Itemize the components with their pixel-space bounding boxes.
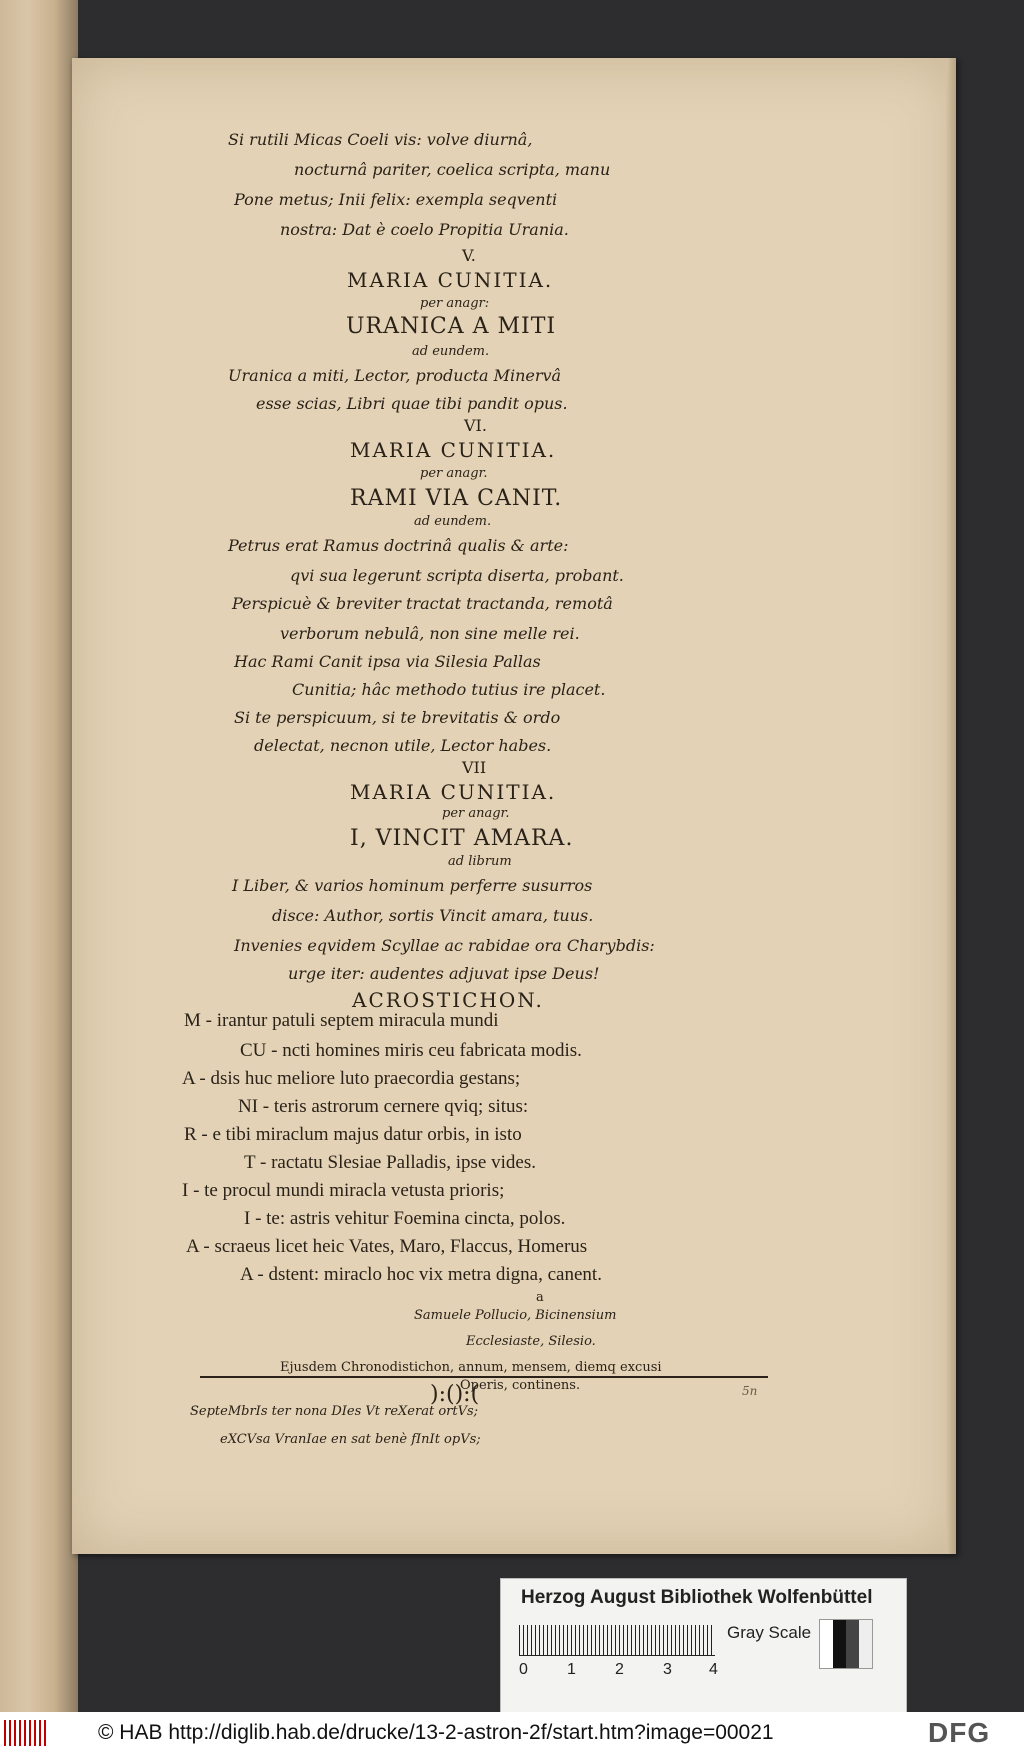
text-line: I - te procul mundi miracla vetusta prioris; <box>182 1180 505 1201</box>
text-line: Hac Rami Canit ipsa via Silesia Pallas <box>234 652 541 671</box>
text-line: nostra: Dat è coelo Propitia Urania. <box>280 220 569 239</box>
text-line: MARIA CUNITIA. <box>350 438 557 462</box>
text-line: per anagr. <box>442 806 510 821</box>
footer-bar <box>0 1712 1024 1753</box>
ornament: ):():( <box>430 1382 480 1407</box>
text-line: M - irantur patuli septem miracula mundi <box>184 1010 499 1031</box>
text-line: a <box>536 1290 544 1305</box>
text-line: esse scias, Libri quae tibi pandit opus. <box>256 394 568 413</box>
text-line: I Liber, & varios hominum perferre susurros <box>232 876 593 895</box>
text-line: A - scraeus licet heic Vates, Maro, Flaccus, Homerus <box>186 1236 588 1257</box>
text-line: Invenies eqvidem Scyllae ac rabidae ora Charybdis: <box>234 936 655 955</box>
text-line: I, VINCIT AMARA. <box>350 826 574 851</box>
text-line: MARIA CUNITIA. <box>347 268 554 292</box>
text-line: Samuele Pollucio, Bicinensium <box>414 1308 617 1323</box>
gray-scale-label: Gray Scale <box>727 1623 812 1642</box>
text-line: RAMI VIA CANIT. <box>350 486 563 511</box>
text-line: Perspicuè & breviter tractat tractanda, remotâ <box>232 594 613 613</box>
footer-rule <box>200 1376 768 1378</box>
text-line: T - ractatu Slesiae Palladis, ipse vides. <box>244 1152 536 1173</box>
barcode-icon <box>4 1720 46 1746</box>
text-line: VI. <box>464 416 487 435</box>
scale-number: 3 <box>663 1661 672 1678</box>
scale-number: 4 <box>709 1661 718 1678</box>
text-line: Pone metus; Inii felix: exempla seqventi <box>234 190 558 209</box>
text-line: Petrus erat Ramus doctrinâ qualis & arte: <box>228 536 569 555</box>
gray-scale-swatch <box>819 1619 873 1669</box>
ruler-scale <box>519 1625 715 1656</box>
text-line: per anagr. <box>420 466 488 481</box>
text-line: MARIA CUNITIA. <box>350 780 557 804</box>
text-line: eXCVsa VranIae en sat benè fInIt opVs; <box>220 1432 481 1447</box>
text-line: ad librum <box>448 854 512 869</box>
text-line: Ecclesiaste, Silesio. <box>466 1334 596 1349</box>
text-line: SepteMbrIs ter nona DIes Vt reXerat ortVs; <box>190 1404 479 1419</box>
signature-mark: 5n <box>742 1384 758 1398</box>
text-line: qvi sua legerunt scripta diserta, probant. <box>290 566 624 585</box>
text-line: Uranica a miti, Lector, producta Minervâ <box>228 366 562 385</box>
scale-number: 0 <box>519 1661 528 1678</box>
text-line: nocturnâ pariter, coelica scripta, manu <box>294 160 611 179</box>
text-line: per anagr: <box>420 296 490 311</box>
scale-number: 1 <box>567 1661 576 1678</box>
adjacent-page-edge <box>0 0 78 1712</box>
text-line: Operis, continens. <box>460 1378 581 1393</box>
footer-url[interactable]: © HAB http://diglib.hab.de/drucke/13-2-astron-2f/start.htm?image=00021 <box>98 1721 774 1744</box>
text-line: disce: Author, sortis Vincit amara, tuus. <box>272 906 594 925</box>
text-line: urge iter: audentes adjuvat ipse Deus! <box>288 964 600 983</box>
text-line: ad eundem. <box>414 514 492 529</box>
text-line: VII <box>462 758 487 777</box>
text-line: Ejusdem Chronodistichon, annum, mensem, diemq excusi <box>280 1360 662 1375</box>
library-name: Herzog August Bibliothek Wolfenbüttel <box>521 1587 873 1608</box>
scale-number: 2 <box>615 1661 624 1678</box>
text-line: A - dsis huc meliore luto praecordia gestans; <box>182 1068 521 1089</box>
text-line: ACROSTICHON. <box>352 988 544 1012</box>
text-line: A - dstent: miraclo hoc vix metra digna, canent. <box>240 1264 602 1285</box>
text-line: NI - teris astrorum cernere qviq; situs: <box>238 1096 529 1117</box>
text-line: V. <box>462 246 476 265</box>
text-line: Si rutili Micas Coeli vis: volve diurnâ, <box>228 130 533 149</box>
text-line: URANICA A MITI <box>346 314 557 339</box>
text-line: Cunitia; hâc methodo tutius ire placet. <box>292 680 606 699</box>
text-line: R - e tibi miraclum majus datur orbis, in isto <box>184 1124 522 1145</box>
text-line: ad eundem. <box>412 344 490 359</box>
text-line: CU - ncti homines miris ceu fabricata modis. <box>240 1040 582 1061</box>
text-line: I - te: astris vehitur Foemina cincta, polos. <box>244 1208 566 1229</box>
text-line: delectat, necnon utile, Lector habes. <box>254 736 552 755</box>
color-chart-card <box>500 1578 907 1718</box>
page-edge <box>946 58 956 1554</box>
dfg-logo: DFG <box>928 1717 991 1748</box>
text-line: Si te perspicuum, si te brevitatis & ordo <box>234 708 561 727</box>
text-line: verborum nebulâ, non sine melle rei. <box>280 624 580 643</box>
